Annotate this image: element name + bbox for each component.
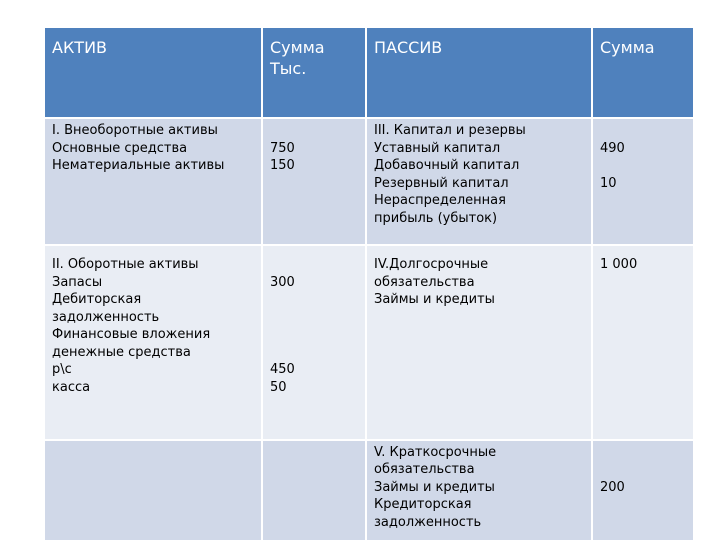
line-item: прибыль (убыток) bbox=[374, 210, 498, 226]
asset-sums-cell bbox=[262, 245, 366, 440]
line-item: денежные средства bbox=[52, 344, 191, 360]
header-sum: Сумма bbox=[592, 28, 693, 118]
line-item: обязательства bbox=[374, 462, 475, 478]
table-row bbox=[45, 440, 693, 540]
table-row bbox=[45, 118, 693, 245]
balance-table bbox=[45, 28, 693, 540]
line-item: Уставный капитал bbox=[374, 140, 501, 156]
assets-cell bbox=[45, 118, 262, 245]
liability-sums-cell bbox=[592, 245, 693, 440]
amount: 750 bbox=[270, 140, 295, 156]
line-item: Кредиторская bbox=[374, 497, 472, 513]
asset-sums-cell bbox=[262, 118, 366, 245]
amount: 200 bbox=[600, 479, 625, 495]
liabilities-cell bbox=[366, 440, 592, 540]
line-item: Резервный капитал bbox=[374, 175, 509, 191]
line-item: Основные средства bbox=[52, 140, 188, 156]
header-sum-unit: Тыс. bbox=[270, 59, 307, 78]
line-item: Дебиторская bbox=[52, 292, 142, 308]
header-row bbox=[45, 28, 693, 118]
section-title: V. Краткосрочные bbox=[374, 444, 497, 460]
line-item: касса bbox=[52, 379, 91, 395]
line-item: Добавочный капитал bbox=[374, 158, 520, 173]
assets-cell bbox=[45, 245, 262, 440]
header-sum-thousand bbox=[262, 28, 366, 118]
asset-sums-cell bbox=[262, 440, 366, 540]
amount: 490 bbox=[600, 140, 625, 156]
line-item: Займы и кредиты bbox=[374, 479, 495, 495]
line-item: Нераспределенная bbox=[374, 193, 506, 208]
section-title: III. Капитал и резервы bbox=[374, 123, 526, 138]
amount: 50 bbox=[270, 379, 287, 395]
section-title: IV.Долгосрочные bbox=[374, 257, 489, 273]
amount: 450 bbox=[270, 362, 295, 378]
section-title: II. Оборотные активы bbox=[52, 257, 199, 273]
section-title: I. Внеоборотные активы bbox=[52, 123, 218, 138]
assets-cell bbox=[45, 440, 262, 540]
liabilities-cell bbox=[366, 118, 592, 245]
header-sum-label: Сумма bbox=[270, 38, 325, 57]
liability-sums-cell bbox=[592, 440, 693, 540]
line-item: Займы и кредиты bbox=[374, 292, 495, 308]
line-item: обязательства bbox=[374, 274, 475, 290]
line-item: Нематериальные активы bbox=[52, 158, 225, 173]
liability-sums-cell bbox=[592, 118, 693, 245]
line-item: Запасы bbox=[52, 274, 103, 290]
amount: 1 000 bbox=[600, 257, 638, 273]
amount: 10 bbox=[600, 175, 617, 191]
header-liabilities: ПАССИВ bbox=[366, 28, 592, 118]
line-item: задолженность bbox=[52, 309, 160, 325]
line-item: задолженность bbox=[374, 514, 482, 530]
line-item: р\с bbox=[52, 362, 72, 378]
amount: 300 bbox=[270, 274, 295, 290]
table-row bbox=[45, 245, 693, 440]
header-assets: АКТИВ bbox=[45, 28, 262, 118]
line-item: Финансовые вложения bbox=[52, 327, 211, 343]
liabilities-cell bbox=[366, 245, 592, 440]
amount: 150 bbox=[270, 158, 295, 173]
